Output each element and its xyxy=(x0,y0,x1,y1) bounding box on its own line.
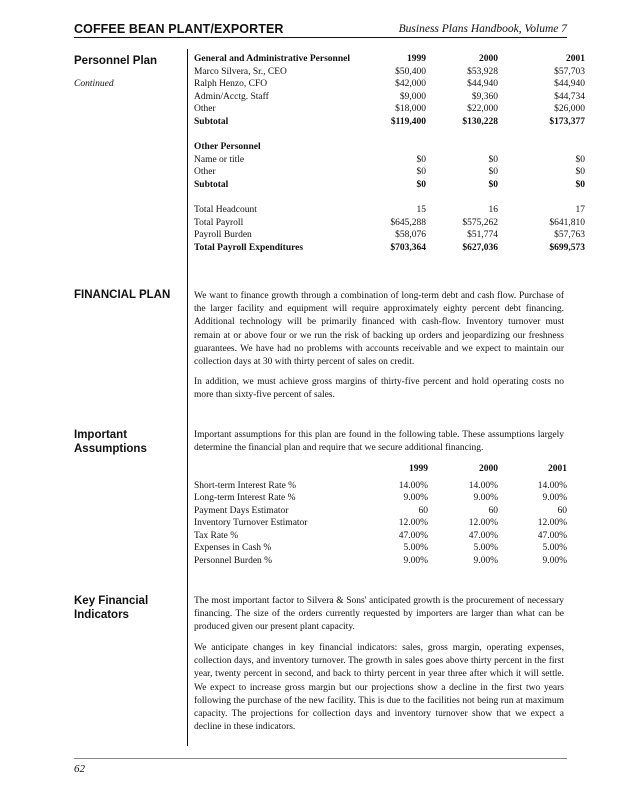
footer-rule xyxy=(74,758,567,759)
cell-value: 14.00% xyxy=(398,480,428,491)
row-label: Ralph Henzo, CFO xyxy=(194,79,268,89)
table-row xyxy=(194,555,567,568)
table-row xyxy=(194,103,585,116)
row-label: Subtotal xyxy=(194,179,229,190)
section-title-financial-plan: FINANCIAL PLAN xyxy=(74,289,171,301)
cell-value: 9.00% xyxy=(473,555,498,566)
year-header: 1999 xyxy=(407,54,426,64)
cell-value: 9.00% xyxy=(473,493,498,503)
page-number: 62 xyxy=(74,763,85,775)
table-row xyxy=(194,505,567,518)
table-header-row xyxy=(194,463,567,476)
cell-value: 5.00% xyxy=(403,543,428,553)
cell-value: 16 xyxy=(488,205,498,215)
cell-value: $53,928 xyxy=(467,66,498,77)
table-row xyxy=(194,492,567,505)
cell-value: 17 xyxy=(575,205,585,215)
cell-value: $0 xyxy=(575,154,585,165)
cell-value: 47.00% xyxy=(398,530,428,541)
cell-value: $26,000 xyxy=(554,104,585,114)
table-group-header: Other Personnel xyxy=(194,142,261,152)
cell-value: 60 xyxy=(418,505,428,516)
cell-value: 15 xyxy=(416,205,426,215)
cell-value: $703,364 xyxy=(390,242,426,253)
table-row xyxy=(194,517,567,530)
row-label: Expenses in Cash % xyxy=(194,543,272,553)
cell-value: $22,000 xyxy=(467,104,498,114)
table-row xyxy=(194,480,567,493)
indicators-paragraph-2: We anticipate changes in key financial indicators: sales, gross margin, operating expenses, collection days, and inventory turnover. The growth in sales goes above thirty percent in the first year, twenty percent in second, and back to thirty percent in year three after which it will settle. We expect to increase gross margin but our projections show a decline in the first two years following the purchase of the new facility. This is due to the facilities not being run at maximum capacity. The projections for collection days and inventory turnover show that we expect a decline in these indicators. xyxy=(194,643,564,733)
cell-value: $57,763 xyxy=(554,230,585,240)
cell-value: 60 xyxy=(488,505,498,516)
section-title-assumptions: Important Assumptions xyxy=(74,429,147,455)
running-header-book: Business Plans Handbook, Volume 7 xyxy=(398,23,567,35)
row-label: Other xyxy=(194,104,216,114)
table-row xyxy=(194,530,567,543)
cell-value: $57,703 xyxy=(554,66,585,77)
table-row xyxy=(194,154,585,167)
cell-value: $42,000 xyxy=(395,79,426,89)
row-label: Subtotal xyxy=(194,116,229,127)
year-header: 2000 xyxy=(479,54,498,64)
table-row xyxy=(194,217,585,230)
cell-value: 5.00% xyxy=(473,543,498,553)
row-label: Long-term Interest Rate % xyxy=(194,493,296,503)
cell-value: 60 xyxy=(557,505,567,516)
table-row xyxy=(194,78,585,91)
spacer-row xyxy=(194,128,585,141)
financial-plan-paragraph-1: We want to finance growth through a combination of long-term debt and cash flow. Purchase of the larger facility and equipment will require approximately eighty percent debt financing. Additional technology will be primarily financed with cash-flow. Inventory turnover must remain at or above four or we run the risk of backing up orders and jeopardizing our freshness guarantees. We have had no problems with accounts receivable and we expect to maintain our collection days at 30 with thirty percent of sales on credit. xyxy=(194,291,564,368)
row-label: Other xyxy=(194,167,216,177)
cell-value: $9,360 xyxy=(471,91,498,102)
section-title-personnel: Personnel Plan xyxy=(74,55,158,67)
year-header: 1999 xyxy=(409,464,428,474)
cell-value: 47.00% xyxy=(537,530,567,541)
row-label: Total Payroll xyxy=(194,217,244,228)
cell-value: 47.00% xyxy=(468,530,498,541)
cell-value: 9.00% xyxy=(542,555,567,566)
cell-value: $641,810 xyxy=(549,217,585,228)
cell-value: 14.00% xyxy=(537,480,567,491)
row-label: Name or title xyxy=(194,154,245,165)
cell-value: 12.00% xyxy=(398,518,428,528)
cell-value: $50,400 xyxy=(395,66,426,77)
spacer-row xyxy=(194,191,585,204)
table-row xyxy=(194,542,567,555)
header-rule xyxy=(74,37,567,38)
cell-value: $0 xyxy=(416,154,426,165)
cell-value: $58,076 xyxy=(395,230,426,240)
cell-value: 14.00% xyxy=(468,480,498,491)
cell-value: 9.00% xyxy=(403,555,428,566)
cell-value: $0 xyxy=(488,167,498,177)
cell-value: $44,734 xyxy=(554,91,585,102)
personnel-table xyxy=(194,53,585,254)
table-header-row xyxy=(194,53,585,66)
assumptions-intro: Important assumptions for this plan are found in the following table. These assumptions largely determine the financial plan and require that we secure additional financing. xyxy=(194,430,564,454)
column-divider xyxy=(187,49,188,746)
row-label: Personnel Burden % xyxy=(194,555,273,566)
cell-value: $575,262 xyxy=(462,217,498,228)
table-group-header: General and Administrative Personnel xyxy=(194,54,350,64)
subtotal-row xyxy=(194,116,585,129)
assumptions-table xyxy=(194,463,567,567)
cell-value: $0 xyxy=(575,167,585,177)
table-row xyxy=(194,166,585,179)
row-label: Short-term Interest Rate % xyxy=(194,480,297,491)
row-label: Payroll Burden xyxy=(194,230,252,240)
cell-value: $9,000 xyxy=(399,91,426,102)
cell-value: $0 xyxy=(575,179,585,190)
table-row xyxy=(194,204,585,217)
year-header: 2000 xyxy=(479,464,498,474)
row-label: Payment Days Estimator xyxy=(194,505,289,516)
cell-value: $44,940 xyxy=(467,79,498,89)
continued-label: Continued xyxy=(74,79,114,89)
cell-value: $0 xyxy=(488,154,498,165)
row-label: Total Headcount xyxy=(194,205,257,215)
indicators-paragraph-1: The most important factor to Silvera & Sons' anticipated growth is the procurement of necessary financing. The size of the orders currently requested by importers are larger than what can be produced given our present plant capacity. xyxy=(194,596,564,633)
financial-plan-paragraph-2: In addition, we must achieve gross margins of thirty-five percent and hold operating costs no more than sixty-five percent of sales. xyxy=(194,377,564,401)
cell-value: $18,000 xyxy=(395,104,426,114)
table-row xyxy=(194,229,585,242)
cell-value: $699,573 xyxy=(549,242,585,253)
cell-value: $0 xyxy=(416,167,426,177)
row-label: Marco Silvera, Sr., CEO xyxy=(194,66,287,77)
year-header: 2001 xyxy=(566,54,585,64)
section-title-indicators: Key Financial Indicators xyxy=(74,595,149,621)
cell-value: $645,288 xyxy=(390,217,426,228)
row-label: Total Payroll Expenditures xyxy=(194,242,304,253)
total-row xyxy=(194,242,585,255)
cell-value: $0 xyxy=(488,179,498,190)
row-label: Inventory Turnover Estimator xyxy=(194,518,308,528)
subtotal-row xyxy=(194,179,585,192)
row-label: Admin/Acctg. Staff xyxy=(194,91,269,102)
cell-value: $0 xyxy=(416,179,426,190)
cell-value: 12.00% xyxy=(537,518,567,528)
cell-value: 9.00% xyxy=(542,493,567,503)
cell-value: $130,228 xyxy=(462,116,498,127)
running-header-title: COFFEE BEAN PLANT/EXPORTER xyxy=(74,22,284,36)
table-header-row xyxy=(194,141,585,154)
cell-value: $51,774 xyxy=(467,230,498,240)
cell-value: $119,400 xyxy=(390,116,426,127)
row-label: Tax Rate % xyxy=(194,530,239,541)
cell-value: $173,377 xyxy=(549,116,585,127)
cell-value: $44,940 xyxy=(554,79,585,89)
table-row xyxy=(194,66,585,79)
year-header: 2001 xyxy=(548,464,567,474)
table-row xyxy=(194,91,585,104)
cell-value: 9.00% xyxy=(403,493,428,503)
cell-value: $627,036 xyxy=(462,242,498,253)
cell-value: 5.00% xyxy=(542,543,567,553)
cell-value: 12.00% xyxy=(468,518,498,528)
